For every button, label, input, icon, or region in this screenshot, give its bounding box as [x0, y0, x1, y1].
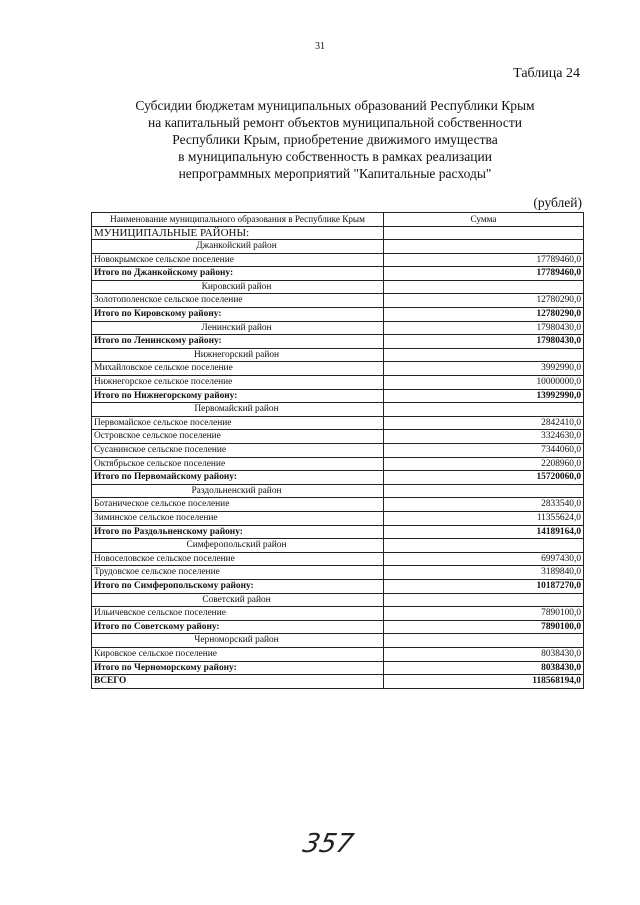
row-name: Островское сельское поселение [92, 430, 384, 444]
column-header-sum: Сумма [384, 213, 584, 227]
total-row [92, 675, 584, 689]
district-row [92, 634, 584, 648]
total-row [92, 525, 584, 539]
district-row [92, 593, 584, 607]
row-name: Нижнегорский район [92, 348, 384, 362]
row-sum: 14189164,0 [384, 525, 584, 539]
total-row [92, 661, 584, 675]
row-sum [384, 593, 584, 607]
row-sum: 12780290,0 [384, 308, 584, 322]
row-sum: 17980430,0 [384, 335, 584, 349]
row-name: Трудовское сельское поселение [92, 566, 384, 580]
handwritten-page-number: 357 [300, 829, 357, 859]
row-name: Ботаническое сельское поселение [92, 498, 384, 512]
page-number: 31 [315, 41, 325, 52]
total-row [92, 471, 584, 485]
title-line: на капитальный ремонт объектов муниципальной собственности [148, 115, 522, 130]
table-row [92, 552, 584, 566]
title-line: непрограммных мероприятий "Капитальные расходы" [178, 166, 492, 181]
row-sum: 12780290,0 [384, 294, 584, 308]
row-sum [384, 634, 584, 648]
table-row [92, 647, 584, 661]
row-name: Первомайский район [92, 403, 384, 417]
total-row [92, 335, 584, 349]
row-name: МУНИЦИПАЛЬНЫЕ РАЙОНЫ: [92, 226, 384, 240]
table-row [92, 498, 584, 512]
total-row [92, 308, 584, 322]
document-title [90, 97, 580, 182]
row-sum [384, 403, 584, 417]
row-name: Кировское сельское поселение [92, 647, 384, 661]
row-name: Итого по Симферопольскому району: [92, 579, 384, 593]
row-name: Итого по Черноморскому району: [92, 661, 384, 675]
row-sum: 2208960,0 [384, 457, 584, 471]
unit-label: (рублей) [533, 195, 582, 210]
table-row [92, 457, 584, 471]
row-name: Новокрымское сельское поселение [92, 253, 384, 267]
district-row [92, 484, 584, 498]
row-name: Итого по Ленинскому району: [92, 335, 384, 349]
total-row [92, 267, 584, 281]
row-sum [384, 226, 584, 240]
row-name: Сусанинское сельское поселение [92, 444, 384, 458]
table-label: Таблица 24 [513, 66, 580, 81]
district-row [92, 280, 584, 294]
table-row [92, 416, 584, 430]
row-name: Октябрьское сельское поселение [92, 457, 384, 471]
district-row [92, 348, 584, 362]
row-sum: 7890100,0 [384, 607, 584, 621]
row-sum: 17789460,0 [384, 267, 584, 281]
row-name: Итого по Джанкойскому району: [92, 267, 384, 281]
row-sum: 10000000,0 [384, 376, 584, 390]
row-sum [384, 484, 584, 498]
row-sum [384, 539, 584, 553]
row-name: Золотополенское сельское поселение [92, 294, 384, 308]
row-sum: 3189840,0 [384, 566, 584, 580]
row-name: Кировский район [92, 280, 384, 294]
row-name: Ленинский район [92, 321, 384, 335]
row-sum: 10187270,0 [384, 579, 584, 593]
row-sum: 17980430,0 [384, 321, 584, 335]
row-name: Итого по Советскому району: [92, 620, 384, 634]
row-name: Черноморский район [92, 634, 384, 648]
row-sum [384, 280, 584, 294]
table-row [92, 376, 584, 390]
row-name: Итого по Нижнегорскому району: [92, 389, 384, 403]
table-row [92, 294, 584, 308]
row-sum: 15720060,0 [384, 471, 584, 485]
row-name: Итого по Кировскому району: [92, 308, 384, 322]
row-sum: 17789460,0 [384, 253, 584, 267]
section-header-row [92, 226, 584, 240]
district-row [92, 403, 584, 417]
table-row [92, 511, 584, 525]
row-sum: 7344060,0 [384, 444, 584, 458]
table-row [92, 253, 584, 267]
table-row [92, 430, 584, 444]
row-sum [384, 240, 584, 254]
row-name: Раздольненский район [92, 484, 384, 498]
row-sum: 2833540,0 [384, 498, 584, 512]
row-sum: 3992990,0 [384, 362, 584, 376]
row-sum: 3324630,0 [384, 430, 584, 444]
row-name: Джанкойский район [92, 240, 384, 254]
handwritten-page-mark [300, 822, 380, 862]
row-name: Итого по Раздольненскому району: [92, 525, 384, 539]
row-name: Советский район [92, 593, 384, 607]
row-sum: 8038430,0 [384, 661, 584, 675]
row-name: Нижнегорское сельское поселение [92, 376, 384, 390]
district-row [92, 321, 584, 335]
row-sum: 118568194,0 [384, 675, 584, 689]
row-sum: 13992990,0 [384, 389, 584, 403]
row-sum: 11355624,0 [384, 511, 584, 525]
row-sum: 8038430,0 [384, 647, 584, 661]
title-line: в муниципальную собственность в рамках реализации [178, 149, 492, 164]
row-name: ВСЕГО [92, 675, 384, 689]
total-row [92, 620, 584, 634]
total-row [92, 579, 584, 593]
row-sum: 2842410,0 [384, 416, 584, 430]
title-line: Республики Крым, приобретение движимого имущества [172, 132, 498, 147]
row-name: Зиминское сельское поселение [92, 511, 384, 525]
row-name: Новоселовское сельское поселение [92, 552, 384, 566]
total-row [92, 389, 584, 403]
row-sum: 6997430,0 [384, 552, 584, 566]
row-sum: 7890100,0 [384, 620, 584, 634]
table-body [92, 226, 584, 688]
district-row [92, 240, 584, 254]
row-name: Первомайское сельское поселение [92, 416, 384, 430]
table-row [92, 566, 584, 580]
table-row [92, 607, 584, 621]
table-header-row [92, 213, 584, 227]
row-name: Ильичевское сельское поселение [92, 607, 384, 621]
column-header-name: Наименование муниципального образования в Республике Крым [92, 213, 384, 227]
table-row [92, 362, 584, 376]
subsidy-table [91, 212, 584, 689]
row-name: Симферопольский район [92, 539, 384, 553]
title-line: Субсидии бюджетам муниципальных образований Республики Крым [135, 98, 535, 113]
row-sum [384, 348, 584, 362]
district-row [92, 539, 584, 553]
row-name: Итого по Первомайскому району: [92, 471, 384, 485]
row-name: Михайловское сельское поселение [92, 362, 384, 376]
table-row [92, 444, 584, 458]
